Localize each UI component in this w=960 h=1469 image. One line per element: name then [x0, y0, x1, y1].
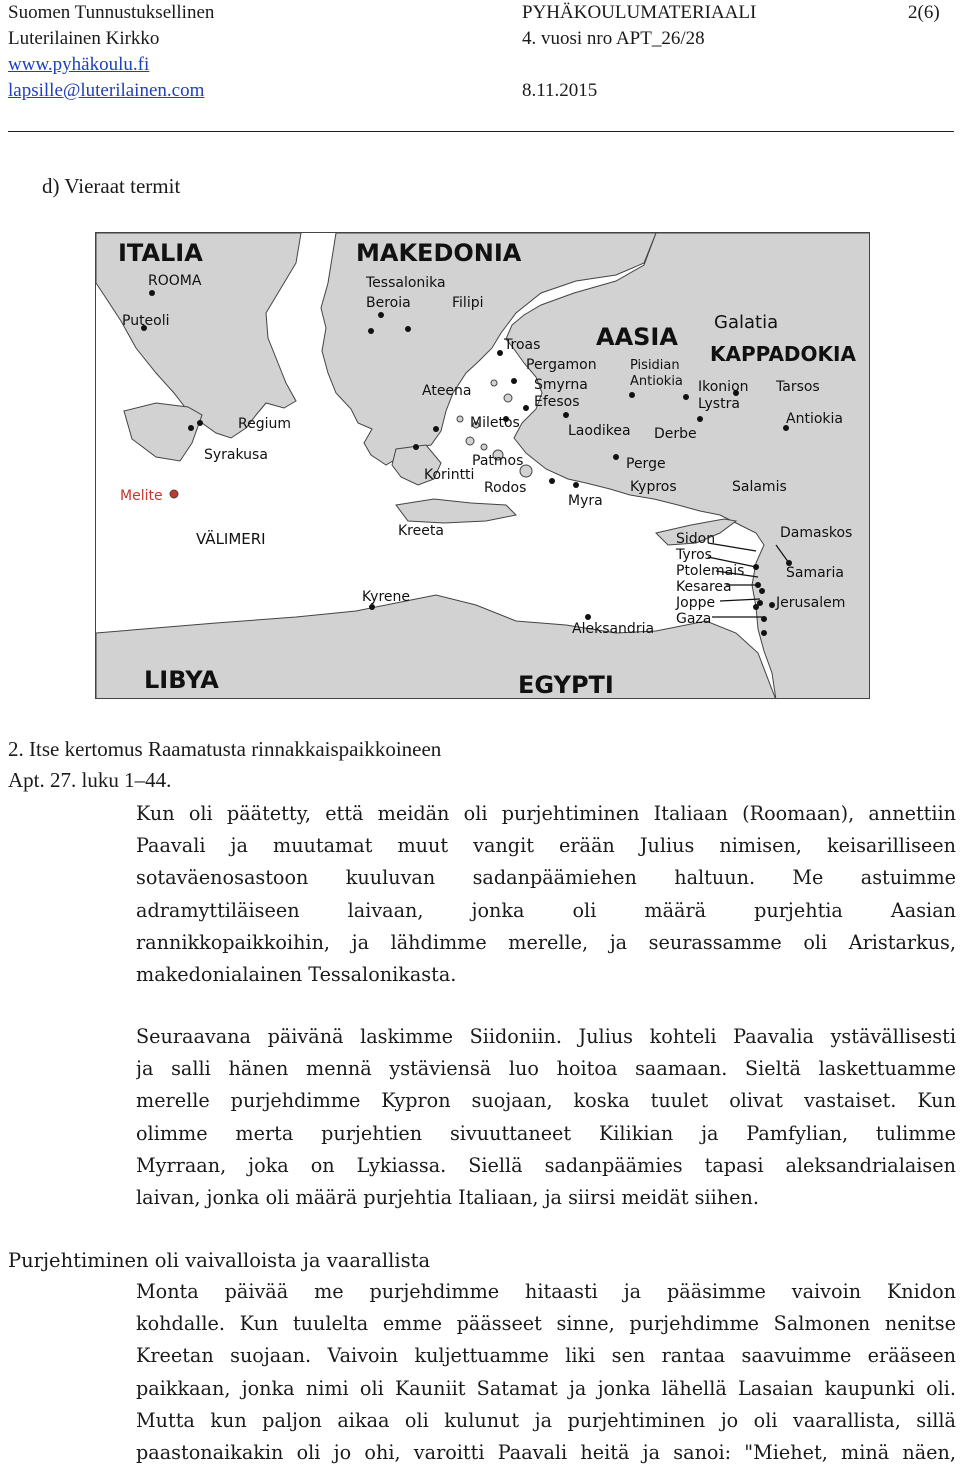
- paragraph-1-line: makedonialainen Tessalonikasta.: [136, 962, 457, 986]
- paragraph-3: [136, 1276, 956, 1469]
- map-label-kypros: Kypros: [630, 479, 677, 495]
- map-label-troas: Troas: [504, 337, 541, 353]
- map-label-galatia: Galatia: [714, 312, 779, 333]
- map-label-patmos: Patmos: [472, 453, 524, 469]
- map-label-ikonion: Ikonion: [698, 379, 749, 395]
- map-label-jerusalem: Jerusalem: [776, 595, 846, 611]
- header-church-line2: Luterilainen Kirkko: [8, 28, 160, 49]
- paragraph-1-line: sotaväenosastoon kuuluvan sadanpäämiehen haltuun. Me astuimme: [136, 866, 956, 890]
- header-page-number: 2(6): [908, 2, 940, 23]
- map-label-italia: ITALIA: [118, 239, 203, 267]
- header-left: [8, 0, 214, 104]
- paragraph-3-line: paikkaan, jonka nimi oli Kauniit Satamat ja jonka lähellä Lasaian kaupunki oli.: [136, 1376, 956, 1400]
- section-2-heading: 2. Itse kertomus Raamatusta rinnakkaispaikkoineen: [8, 737, 442, 761]
- scripture-reference: Apt. 27. luku 1–44.: [8, 768, 172, 792]
- map-label-egypti: EGYPTI: [518, 671, 614, 699]
- map-label-joppe: Joppe: [676, 595, 716, 611]
- header-material-title: PYHÄKOULUMATERIAALI: [522, 2, 757, 23]
- map-label-samaria: Samaria: [786, 565, 844, 581]
- map-label-makedonia: MAKEDONIA: [356, 239, 522, 267]
- paragraph-2-line: merelle purjehdimme Kypron suojaan, koska tuulet olivat vastaiset. Kun: [136, 1089, 956, 1113]
- map-label-syrakusa: Syrakusa: [204, 447, 268, 463]
- paragraph-2-line: olimme merta purjehtien sivuuttaneet Kilikian ja Pamfylian, tulimme: [136, 1121, 956, 1145]
- map-label-valimeri: VÄLIMERI: [196, 530, 266, 548]
- paragraph-3-line: Mutta kun paljon aikaa oli kulunut ja purjehtiminen jo oli vaarallista, sillä: [136, 1408, 956, 1432]
- header-church-line1: Suomen Tunnustuksellinen: [8, 2, 215, 23]
- paragraph-2: [136, 1021, 956, 1214]
- map-label-lystra: Lystra: [698, 396, 740, 412]
- map-label-tessalonika: Tessalonika: [366, 275, 446, 291]
- paragraph-3-line: paastonaikakin oli jo ohi, varoitti Paavali heitä ja sanoi: "Miehet, minä näen,: [136, 1440, 956, 1464]
- header-lesson-code: 4. vuosi nro APT_26/28: [522, 28, 705, 49]
- header-date: 8.11.2015: [522, 80, 598, 101]
- map-label-antiokia: Antiokia: [786, 411, 843, 427]
- map-label-miletos: Miletos: [470, 415, 520, 431]
- header-email-link[interactable]: lapsille@luterilainen.com: [8, 80, 205, 101]
- subheading-dangerous-voyage: Purjehtiminen oli vaivalloista ja vaarallista: [8, 1249, 431, 1272]
- map-label-myra: Myra: [568, 493, 603, 509]
- map-label-libya: LIBYA: [144, 666, 219, 694]
- map-label-puteoli: Puteoli: [122, 313, 170, 329]
- map-label-ptolemais: Ptolemais: [676, 563, 745, 579]
- paragraph-2-line: Seuraavana päivänä laskimme Siidoniin. Julius kohteli Paavalia ystävällisesti: [136, 1025, 956, 1048]
- map-label-pergamon: Pergamon: [526, 357, 597, 373]
- map-label-laodikea: Laodikea: [568, 423, 631, 439]
- map-label-smyrna: Smyrna: [534, 377, 588, 393]
- map-figure: [95, 232, 870, 699]
- map-label-kesarea: Kesarea: [676, 579, 732, 595]
- paragraph-3-line: Monta päivää me purjehdimme hitaasti ja pääsimme vaivoin Knidon: [136, 1280, 956, 1303]
- map-label-efesos: Efesos: [534, 394, 580, 410]
- paragraph-1-line: Paavali ja muutamat muut vangit erään Julius nimisen, keisarilliseen: [136, 834, 956, 858]
- section-d-heading: d) Vieraat termit: [42, 174, 181, 198]
- header-divider: [8, 131, 954, 132]
- header-spacer: [522, 52, 756, 78]
- map-label-beroia: Beroia: [366, 295, 411, 311]
- paragraph-3-line: Kreetan suojaan. Vaivoin kuljettuamme liki sen rantaa saavuimme erääseen: [136, 1344, 956, 1368]
- map-label-tyros: Tyros: [676, 547, 712, 563]
- map-label-tarsos: Tarsos: [776, 379, 820, 395]
- map-label-sidon: Sidon: [676, 531, 716, 547]
- map-label-rodos: Rodos: [484, 480, 527, 496]
- paragraph-2-line: ja salli hänen mennä ystäviensä luo hoitoa saamaan. Sieltä laskettuamme: [136, 1057, 956, 1081]
- map-label-filipi: Filipi: [452, 295, 484, 311]
- map-label-derbe: Derbe: [654, 426, 697, 442]
- paragraph-3-line: kohdalle. Kun tuulelta emme päässeet sinne, purjehdimme Salmonen nenitse: [136, 1312, 956, 1336]
- map-label-aleksandria: Aleksandria: [572, 621, 655, 637]
- map-label-damaskos: Damaskos: [780, 525, 853, 541]
- map-label-melite: Melite: [120, 488, 163, 504]
- header-website-link[interactable]: www.pyhäkoulu.fi: [8, 54, 150, 75]
- paragraph-1-line: adramyttiläiseen laivaan, jonka oli määrä purjehtia Aasian: [136, 898, 956, 922]
- map-label-korintti: Korintti: [424, 467, 475, 483]
- paragraph-1: [136, 798, 956, 991]
- map-label-perge: Perge: [626, 456, 666, 472]
- map-label-rooma: ROOMA: [148, 273, 202, 289]
- map-label-ateena: Ateena: [422, 383, 472, 399]
- map-label-kreeta: Kreeta: [398, 523, 444, 539]
- header-middle: [522, 0, 756, 104]
- map-label-kyrene: Kyrene: [362, 589, 410, 605]
- paragraph-1-line: rannikkopaikkoihin, ja lähdimme merelle, ja seurassamme oli Aristarkus,: [136, 930, 956, 954]
- paragraph-2-line: Myrraan, joka on Lykiassa. Siellä sadanpäämies tapasi aleksandrialaisen: [136, 1153, 956, 1177]
- map-label-gaza: Gaza: [676, 611, 712, 627]
- map-label-regium: Regium: [238, 416, 291, 432]
- map-label-aasia: AASIA: [596, 323, 678, 351]
- paragraph-2-line: laivan, jonka oli määrä purjehtia Italiaan, ja siirsi meidät siihen.: [136, 1185, 759, 1209]
- paragraph-1-line: Kun oli päätetty, että meidän oli purjehtiminen Italiaan (Roomaan), annettiin: [136, 802, 956, 825]
- map-label-kappadokia: KAPPADOKIA: [710, 342, 856, 366]
- map-label-salamis: Salamis: [732, 479, 787, 495]
- map-svg: [96, 233, 870, 699]
- map-label-pisidian-antiokia: Pisidian Antiokia: [630, 358, 683, 389]
